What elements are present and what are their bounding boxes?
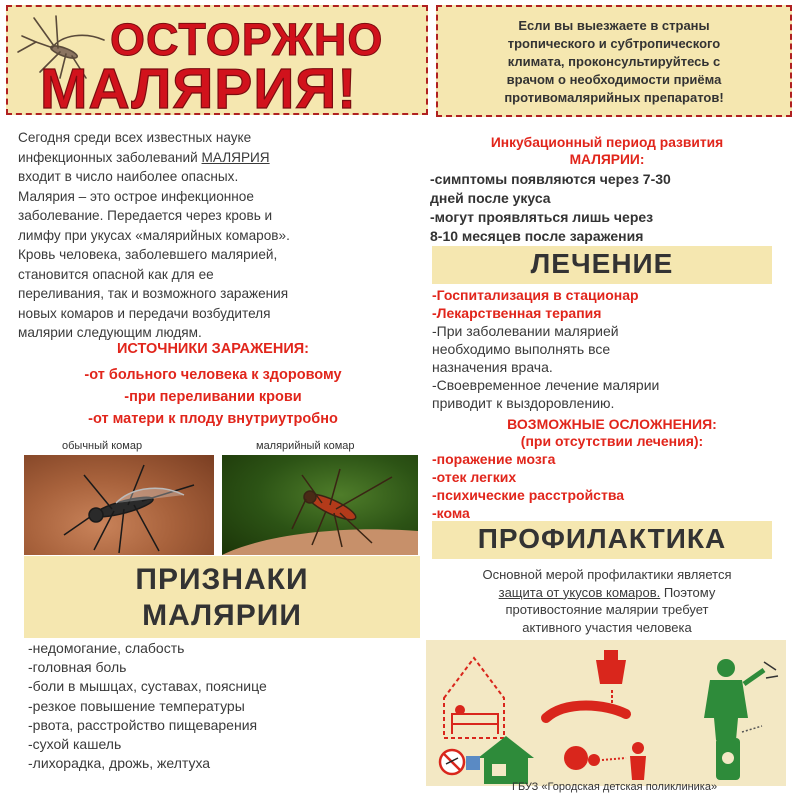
sources-title: ИСТОЧНИКИ ЗАРАЖЕНИЯ: bbox=[116, 341, 310, 357]
list-item: -резкое повышение температуры bbox=[28, 697, 245, 714]
list-item: -отек легких bbox=[432, 469, 517, 485]
list-item: -психические расстройства bbox=[432, 487, 625, 503]
list-item: -Своевременное лечение малярии bbox=[432, 377, 660, 393]
list-item: -рвота, расстройство пищеварения bbox=[28, 716, 258, 733]
list-item: -могут проявляться лишь через bbox=[430, 209, 654, 225]
footer-organization: ГБУЗ «Городская детская поликлиника» bbox=[512, 781, 718, 793]
malaria-mosquito-photo bbox=[222, 455, 418, 555]
intro-line: становится опасной как для ее bbox=[18, 266, 214, 282]
malaria-highlight: МАЛЯРИЯ bbox=[201, 149, 270, 165]
prevention-line: активного участия человека bbox=[522, 619, 692, 635]
intro-line: Малярия – это острое инфекционное bbox=[18, 188, 254, 204]
warning-line: Если вы выезжаете в страны bbox=[518, 18, 710, 33]
prevention-text bbox=[434, 566, 780, 636]
incubation-title-line: Инкубационный период развития bbox=[490, 135, 724, 150]
list-item: дней после укуса bbox=[430, 190, 551, 206]
list-item: -При заболевании малярией bbox=[432, 323, 619, 339]
intro-line: малярии следующим людям. bbox=[18, 325, 202, 340]
intro-line: входит в число наиболее опасных. bbox=[18, 169, 239, 184]
list-item: -сухой кашель bbox=[28, 736, 122, 753]
source-item: -при переливании крови bbox=[124, 389, 302, 405]
list-item: -Лекарственная терапия bbox=[432, 305, 602, 321]
complications-title-line: ВОЗМОЖНЫЕ ОСЛОЖНЕНИЯ: bbox=[507, 416, 717, 432]
photo-caption-malaria: малярийный комар bbox=[256, 440, 355, 452]
travel-warning-box bbox=[436, 5, 792, 117]
list-item: -головная боль bbox=[28, 659, 127, 676]
aerosol-can-icon bbox=[716, 726, 762, 780]
intro-line: лимфу при укусах «малярийных комаров». bbox=[18, 227, 290, 243]
symptoms-title-line2: МАЛЯРИИ bbox=[142, 599, 302, 632]
list-item: -недомогание, слабость bbox=[28, 640, 185, 656]
bed-net-icon bbox=[444, 658, 504, 738]
list-item: -боли в мышцах, суставах, пояснице bbox=[28, 678, 267, 695]
prevention-line: противостояние малярии требует bbox=[505, 602, 709, 617]
common-mosquito-photo bbox=[24, 455, 214, 555]
list-item: -Госпитализация в стационар bbox=[432, 287, 639, 303]
mosquito-icon bbox=[24, 455, 214, 555]
list-item: необходимо выполнять все bbox=[432, 341, 611, 357]
warning-line: климата, проконсультируйтесь с bbox=[507, 54, 721, 69]
symptoms-title-line1: ПРИЗНАКИ bbox=[135, 563, 309, 596]
prevention-title: ПРОФИЛАКТИКА bbox=[477, 523, 727, 554]
symptoms-list bbox=[28, 639, 267, 773]
list-item: приводит к выздоровлению. bbox=[432, 395, 615, 411]
complications-list bbox=[432, 450, 624, 522]
intro-line: инфекционных заболеваний МАЛЯРИЯ bbox=[18, 149, 270, 165]
poster-title-line1: ОСТОРЖНО bbox=[110, 14, 384, 65]
treatment-title: ЛЕЧЕНИЕ bbox=[530, 248, 674, 279]
incubation-title-line: МАЛЯРИИ: bbox=[569, 152, 645, 167]
treatment-text bbox=[432, 322, 792, 412]
intro-line: новых комаров и передачи возбудителя bbox=[18, 305, 271, 321]
list-item: -поражение мозга bbox=[432, 451, 556, 467]
intro-line: Сегодня среди всех известных науке bbox=[18, 130, 252, 145]
warning-line: противомалярийных препаратов! bbox=[504, 90, 724, 105]
warning-line: тропического и субтропического bbox=[507, 36, 721, 51]
repellent-lotion-icon bbox=[546, 650, 626, 718]
prevention-highlight: защита от укусов комаров. bbox=[498, 584, 661, 600]
intro-line: переливания, так и возможного заражения bbox=[18, 286, 289, 301]
list-item: -симптомы появляются через 7-30 bbox=[430, 171, 671, 187]
complications-title-line: (при отсутствии лечения): bbox=[520, 433, 704, 449]
spray-treatment-icon bbox=[564, 742, 646, 780]
complications-title bbox=[432, 416, 792, 450]
list-item: -лихорадка, дрожь, желтуха bbox=[28, 755, 211, 772]
protective-suit-icon bbox=[704, 659, 778, 740]
prevention-line: защита от укусов комаров. Поэтому bbox=[498, 584, 716, 600]
photo-caption-common: обычный комар bbox=[62, 440, 143, 452]
warning-line: врачом о необходимости приёма bbox=[506, 72, 722, 87]
incubation-list bbox=[430, 170, 790, 246]
intro-paragraph bbox=[18, 128, 420, 343]
incubation-title bbox=[432, 134, 782, 168]
list-item: -кома bbox=[432, 505, 470, 521]
list-item: 8-10 месяцев после заражения bbox=[430, 228, 644, 244]
house-screen-icon bbox=[466, 736, 534, 784]
prevention-line: Основной мерой профилактики является bbox=[482, 567, 732, 582]
list-item: назначения врача. bbox=[432, 359, 553, 375]
prevention-icons-panel bbox=[426, 640, 786, 786]
poster-title-line2: МАЛЯРИЯ! bbox=[40, 57, 358, 121]
mosquito-icon bbox=[222, 455, 418, 555]
source-item: -от больного человека к здоровому bbox=[84, 367, 342, 383]
no-mosquito-icon bbox=[440, 750, 464, 774]
source-item: -от матери к плоду внутриутробно bbox=[88, 411, 338, 427]
intro-line: Кровь человека, заболевшего малярией, bbox=[18, 247, 278, 262]
treatment-red-list bbox=[432, 286, 639, 322]
intro-line: заболевание. Передается через кровь и bbox=[18, 208, 273, 223]
